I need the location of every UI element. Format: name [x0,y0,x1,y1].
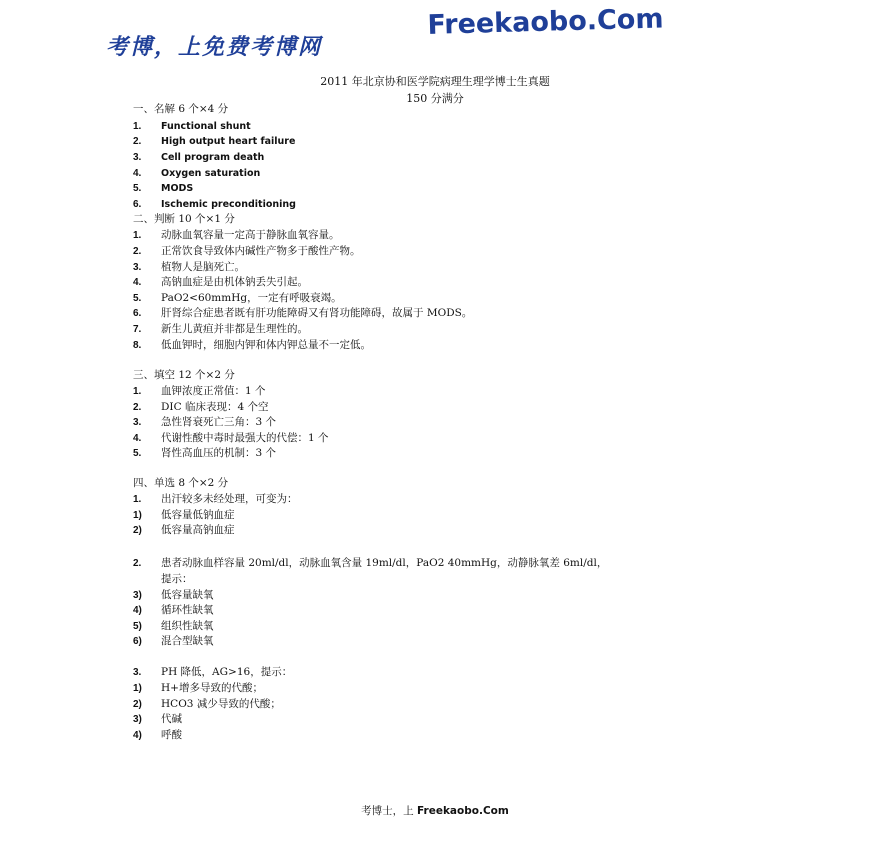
item-text: High output heart failure [161,136,296,147]
item-text: 组织性缺氧 [161,620,214,632]
item-number: 2. [133,246,142,257]
item-number: 4) [133,730,142,741]
item-text: 植物人是脑死亡。 [161,261,245,273]
section-heading-text: 二、判断 10 个×1 分 [133,213,235,225]
item-number: 1) [133,510,142,521]
item-text: MODS [161,183,194,194]
item-text: 呼酸 [161,729,182,741]
item-number: 2. [133,402,142,413]
item-text: PaO2<60mmHg，一定有呼吸衰竭。 [161,292,342,304]
item-text: 出汗较多未经处理，可变为： [161,493,298,505]
section-heading-text: 四、单选 8 个×2 分 [133,477,229,489]
item-text: 代谢性酸中毒时最强大的代偿：1 个 [161,432,329,444]
item-number: 2) [133,525,142,536]
item-text: Functional shunt [161,121,251,132]
exam-total-score: 150 分满分 [406,92,464,105]
item-text: Cell program death [161,152,265,163]
item-number: 1. [133,121,142,132]
item-text: 急性肾衰死亡三角：3 个 [161,416,277,428]
item-text: 正常饮食导致体内碱性产物多于酸性产物。 [161,245,361,257]
item-number: 3. [133,667,142,678]
item-text: 肾性高血压的机制：3 个 [161,447,277,459]
item-text: DIC 临床表现：4 个空 [161,401,269,413]
item-number: 2) [133,699,142,710]
item-text: 低容量低钠血症 [161,509,235,521]
item-number: 5. [133,448,142,459]
item-text: 循环性缺氧 [161,604,214,616]
footer [0,803,870,818]
item-number: 3. [133,152,142,163]
item-text: PH 降低，AG>16，提示： [161,666,293,678]
item-number: 7. [133,324,142,335]
item-number: 2. [133,136,142,147]
item-number: 5. [133,293,142,304]
item-text: 肝肾综合症患者既有肝功能障碍又有肾功能障碍，故属于 MODS。 [161,307,473,319]
item-number: 6) [133,636,142,647]
item-number: 8. [133,340,142,351]
item-text: 新生儿黄疸并非都是生理性的。 [161,323,308,335]
item-text: 低容量缺氧 [161,589,214,601]
item-number: 5. [133,183,142,194]
item-number: 4. [133,168,142,179]
item-text: Oxygen saturation [161,168,261,179]
item-text: 低血钾时，细胞内钾和体内钾总量不一定低。 [161,339,371,351]
item-number: 6. [133,308,142,319]
item-text: 代碱 [161,713,182,725]
item-number: 6. [133,199,142,210]
banner-site-name: Freekaobo.Com [427,3,664,42]
section-heading-text: 三、填空 12 个×2 分 [133,369,235,381]
footer-brand: Freekaobo.Com [417,805,509,817]
item-text: 低容量高钠血症 [161,524,235,536]
item-text: 提示： [161,573,193,585]
item-number: 1) [133,683,142,694]
item-text: Ischemic preconditioning [161,199,296,210]
footer-prefix: 考博士，上 [361,805,414,817]
item-text: H+增多导致的代酸； [161,682,263,694]
item-text: 血钾浓度正常值：1 个 [161,385,266,397]
item-number: 1. [133,386,142,397]
section-heading-text: 一、名解 6 个×4 分 [133,103,229,115]
item-text: 动脉血氧容量一定高于静脉血氧容量。 [161,229,340,241]
item-number: 4. [133,433,142,444]
item-number: 3) [133,590,142,601]
item-number: 5) [133,621,142,632]
item-number: 1. [133,230,142,241]
item-number: 3. [133,262,142,273]
item-number: 3. [133,417,142,428]
item-number: 3) [133,714,142,725]
banner-slogan: 考博，上免费考博网 [106,34,323,60]
exam-title: 2011 年北京协和医学院病理生理学博士生真题 [320,75,550,88]
item-number: 1. [133,494,142,505]
item-text: HCO3 减少导致的代酸； [161,698,281,710]
item-number: 2. [133,558,142,569]
item-number: 4. [133,277,142,288]
item-text: 高钠血症是由机体钠丢失引起。 [161,276,308,288]
item-text: 患者动脉血样容量 20ml/dl，动脉血氧含量 19ml/dl，PaO2 40mmHg，动静脉氧差 6ml/dl， [161,557,608,569]
item-text: 混合型缺氧 [161,635,214,647]
item-number: 4) [133,605,142,616]
